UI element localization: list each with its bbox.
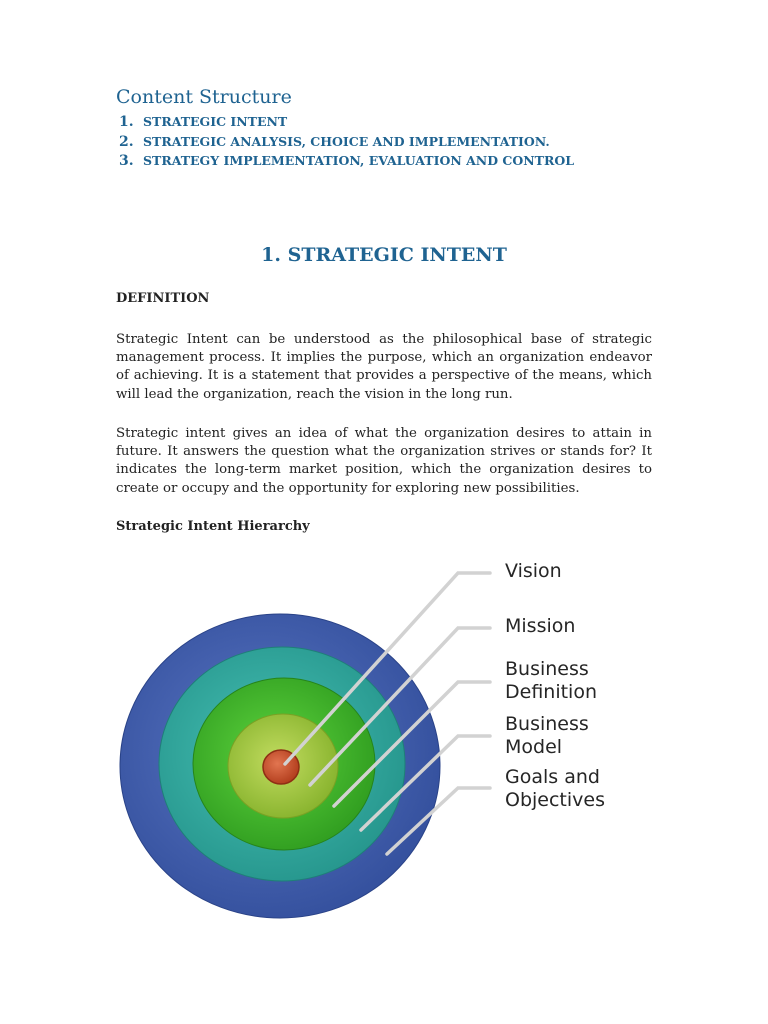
toc-item xyxy=(119,134,574,154)
label-mission: Mission xyxy=(505,615,576,637)
toc-item-label: STRATEGY IMPLEMENTATION, EVALUATION AND CONTROL xyxy=(143,153,575,168)
label-vision: Vision xyxy=(505,560,562,582)
hierarchy-label: Strategic Intent Hierarchy xyxy=(116,519,310,534)
toc-item-label: STRATEGIC ANALYSIS, CHOICE AND IMPLEMENTATION. xyxy=(143,133,550,149)
definition-paragraph: Strategic Intent can be understood as the philosophical base of strategic management process. It implies the purpose, which an organization endeavor of achieving. It is a statement that provides a perspective of the means, which will lead the organization, reach the vision in the long run. xyxy=(116,332,652,402)
definition-label: DEFINITION xyxy=(116,291,210,306)
section-heading: 1. STRATEGIC INTENT xyxy=(261,244,507,266)
intent-paragraph: Strategic intent gives an idea of what the organization desires to attain in future. It answers the question what the organization strives or stands for? It indicates the long-term market position, which the organization desires to create or occupy and the opportunity for exploring new possibilities. xyxy=(116,426,652,496)
content-structure-list xyxy=(119,114,574,173)
content-structure-title: Content Structure xyxy=(116,86,292,108)
toc-item-number: 2. xyxy=(119,133,134,150)
label-business-definition: Business Definition xyxy=(505,658,598,703)
label-business-model: Business Model xyxy=(505,713,589,758)
toc-item-number: 1. xyxy=(119,114,134,130)
toc-item xyxy=(119,153,574,173)
strategic-intent-hierarchy-diagram xyxy=(0,540,768,940)
toc-item-label: STRATEGIC INTENT xyxy=(143,114,288,129)
toc-item-number: 3. xyxy=(119,153,134,169)
toc-item xyxy=(119,114,574,134)
label-goals-objectives: Goals and Objectives xyxy=(505,766,605,811)
